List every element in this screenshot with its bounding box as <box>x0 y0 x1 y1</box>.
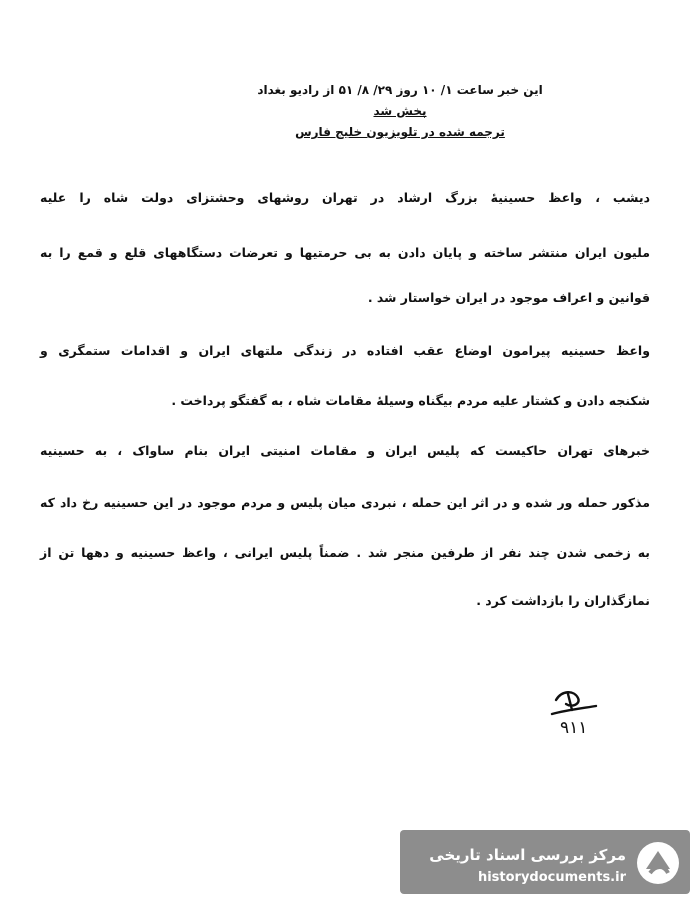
archive-logo-icon <box>634 839 682 887</box>
body-line: به زخمی شدن چند نفر از طرفین منجر شد . ضمناً پلیس ایرانی ، واعظ حسینیه و دهها تن از <box>40 545 650 560</box>
body-line: دیشب ، واعظ حسینیهٔ بزرگ ارشاد در تهران روشهای وحشتزای دولت شاه را علیه <box>40 190 650 205</box>
body-line: نمازگذاران را بازداشت کرد . <box>476 593 650 608</box>
body-line: خبرهای تهران حاکیست که پلیس ایران و مقامات امنیتی ایران بنام ساواک ، به حسینیه <box>40 443 650 458</box>
body-line: واعظ حسینیه پیرامون اوضاع عقب افتاده در زندگی ملتهای ایران و اقدامات ستمگری و <box>40 343 650 358</box>
document-header <box>250 80 550 143</box>
header-broadcast-status: پخش شد <box>373 104 427 118</box>
body-line: ملیون ایران منتشر ساخته و پایان دادن به بی حرمتیها و تعرضات دستگاههای قلع و قمع را به <box>40 245 650 260</box>
watermark-badge <box>400 830 690 894</box>
body-line: قوانین و اعراف موجود در ایران خواستار شد . <box>367 290 650 305</box>
handwritten-number: ۹۱۱ <box>560 718 588 738</box>
watermark-title: مرکز بررسی اسناد تاریخی <box>429 846 626 864</box>
watermark-url: historydocuments.ir <box>477 870 626 885</box>
header-broadcast-line: این خبر ساعت ۱/ ۱۰ روز ۲۹/ ۸/ ۵۱ از رادیو بغداد <box>257 83 543 97</box>
header-translation-note: ترجمه شده در تلویزیون خلیج فارس <box>295 125 505 139</box>
body-line: شکنجه دادن و کشتار علیه مردم بیگناه وسیلهٔ مقامات شاه ، به گفتگو پرداخت . <box>171 393 650 408</box>
body-line: مذکور حمله ور شده و در اثر این حمله ، نبردی میان پلیس و مردم موجود در این حسینیه رخ داد که <box>40 495 650 510</box>
